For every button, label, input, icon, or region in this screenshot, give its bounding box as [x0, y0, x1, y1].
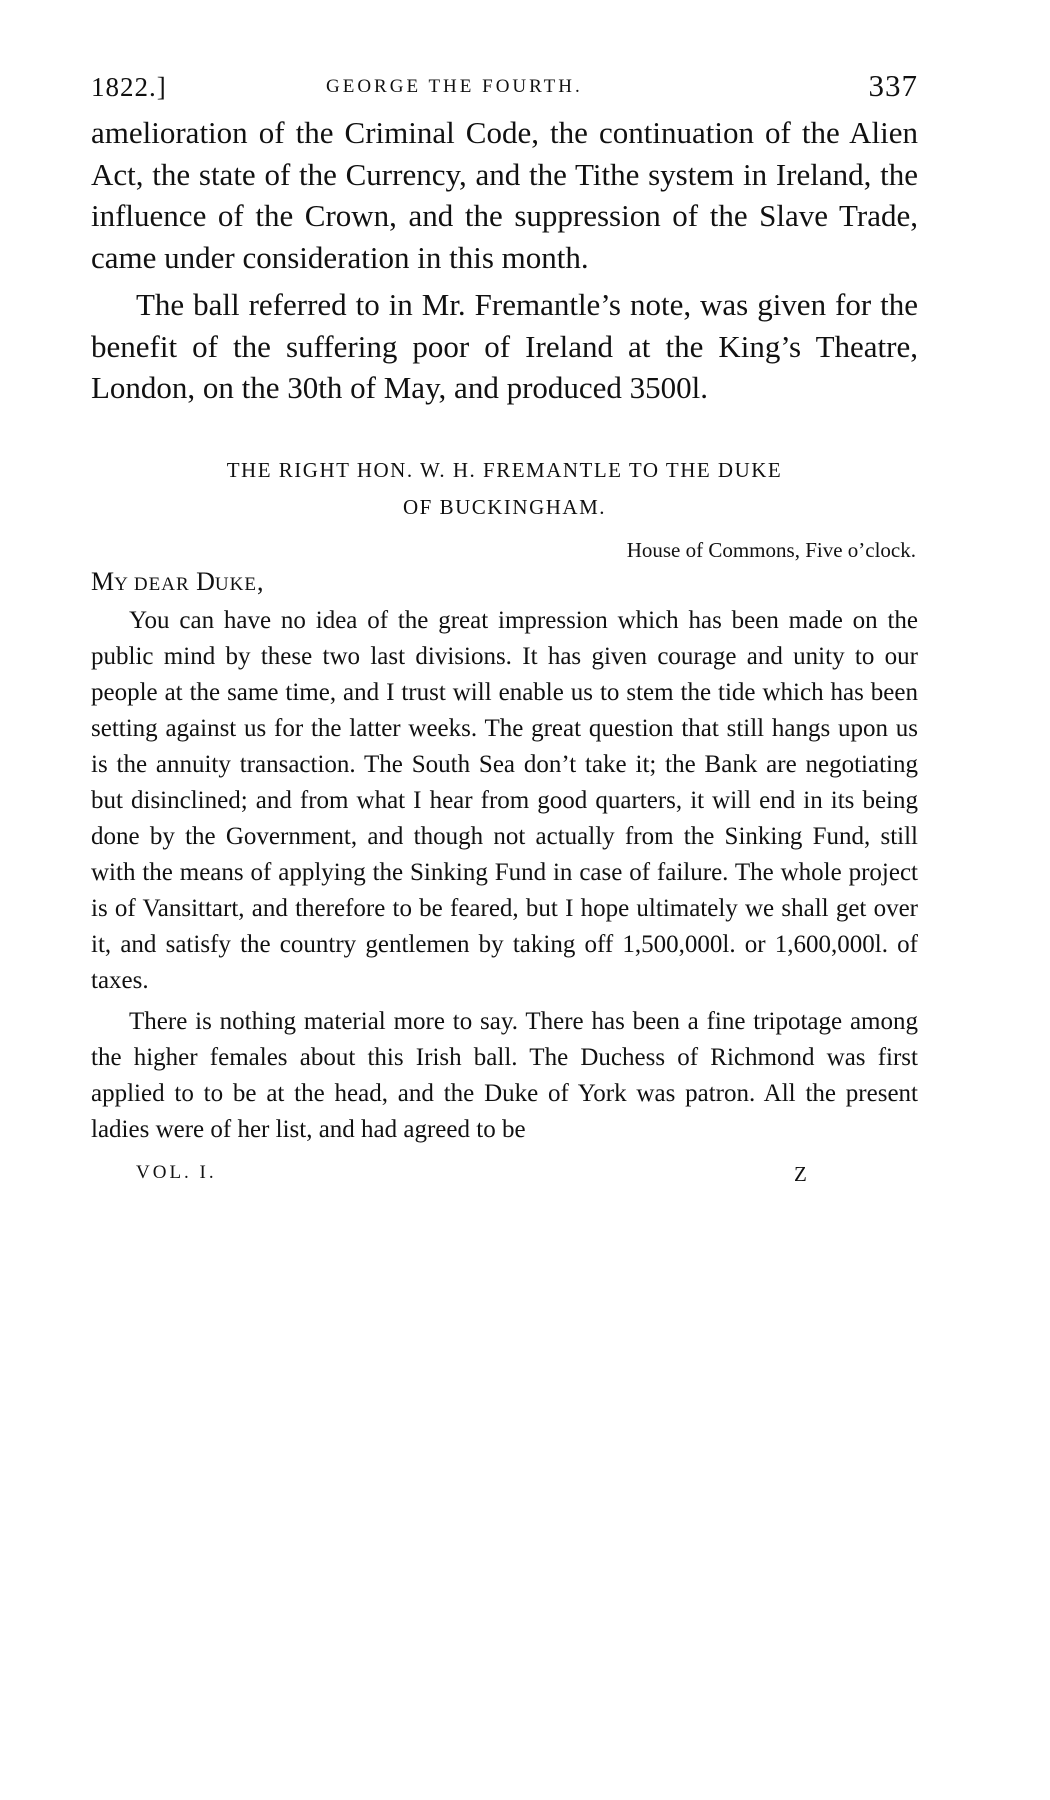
footer-volume: VOL. I.: [136, 1161, 217, 1183]
running-head: [91, 66, 918, 110]
footer-signature-mark: Z: [794, 1161, 810, 1186]
salutation-comma: ,: [256, 566, 264, 596]
letter-paragraph-2: There is nothing material more to say. There has been a fine tripotage among the higher females about this Irish ball. The Duchess of Richmond was first applied to to be at the head, and the Duke of York was patron. All the present ladies were of her list, and had agreed to be: [91, 1007, 918, 1143]
page-number: 337: [868, 68, 918, 103]
letter-heading-line-1: THE RIGHT HON. W. H. FREMANTLE TO THE DUKE: [226, 457, 783, 482]
running-head-title: GEORGE THE FOURTH.: [326, 76, 583, 97]
intro-paragraph-1: amelioration of the Criminal Code, the continuation of the Alien Act, the state of the Currency, and the Tithe system in Ireland, the influence of the Crown, and the suppression of the Slave Trade, came under consideration in this month.: [91, 115, 918, 275]
intro-text: [91, 112, 918, 409]
letter-heading: [91, 452, 918, 526]
letter-salutation: [91, 564, 918, 603]
book-page: [91, 66, 918, 1192]
salutation-small-caps-1: Y DEAR: [114, 573, 190, 595]
letter-heading-line-2: OF BUCKINGHAM.: [402, 494, 607, 519]
intro-paragraph-2: The ball referred to in Mr. Fremantle’s note, was given for the benefit of the suffering poor of Ireland at the King’s Theatre, London, on the 30th of May, and produced 3500l.: [91, 287, 918, 405]
letter-paragraph-1: You can have no idea of the great impression which has been made on the public mind by these two last divisions. It has given courage and unity to our people at the same time, and I trust will enable us to stem the tide which has been setting against us for the latter weeks. The great question that still hangs upon us is the annuity transaction. The South Sea don’t take it; the Bank are negotiating but disinclined; and from what I hear from good quarters, it will end in its being done by the Government, and though not actually from the Sinking Fund, still with the means of applying the Sinking Fund in case of failure. The whole project is of Vansittart, and therefore to be feared, but I hope ultimately we shall get over it, and satisfy the country gentlemen by taking off 1,500,000l. or 1,600,000l. of taxes.: [91, 606, 918, 994]
running-head-year: 1822.]: [91, 72, 167, 102]
salutation-small-caps-2: UKE: [214, 573, 257, 595]
page-footer: [91, 1152, 918, 1192]
salutation-cap-1: M: [91, 566, 115, 596]
letter-dateline: House of Commons, Five o’clock.: [626, 537, 916, 562]
letter-body: [91, 603, 918, 1148]
salutation-cap-2: D: [189, 566, 215, 596]
